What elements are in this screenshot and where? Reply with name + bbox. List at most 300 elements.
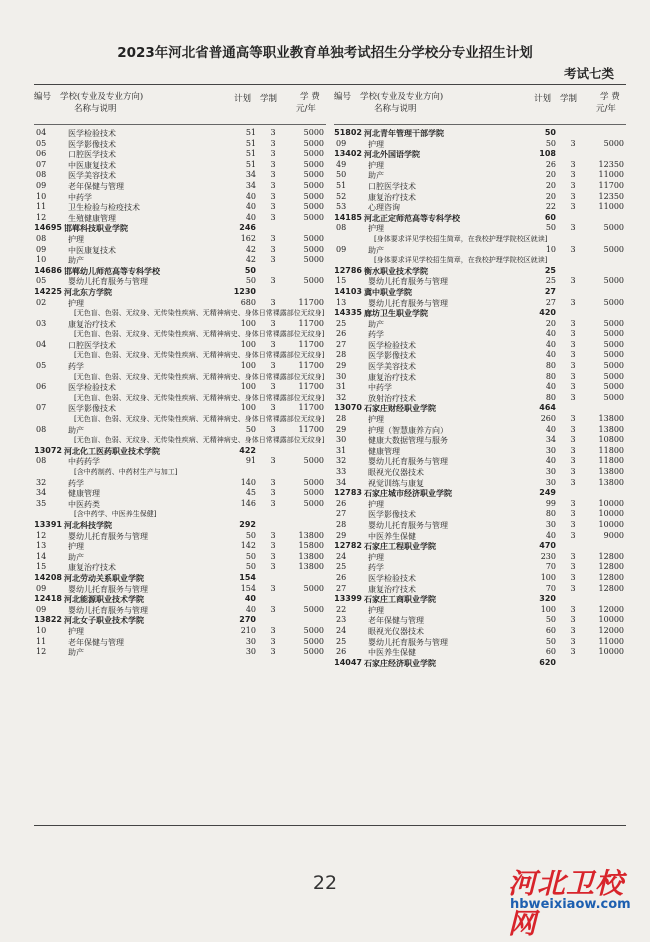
school-row	[334, 594, 626, 605]
major-number: 13	[36, 541, 47, 551]
major-note: [无色盲、色弱、无纹身、无传染性疾病、无精神病史、身体日常裸露部位无纹身]	[74, 351, 325, 360]
major-number: 05	[36, 138, 47, 148]
major-length: 3	[570, 297, 576, 307]
major-length: 3	[270, 170, 276, 180]
major-fee: 10000	[598, 498, 624, 508]
major-fee: 5000	[303, 212, 324, 222]
major-number: 13	[336, 297, 347, 307]
major-length: 3	[570, 604, 576, 614]
major-number: 12	[36, 212, 47, 222]
major-fee: 12800	[598, 572, 624, 582]
major-name: 医学检验技术	[368, 573, 416, 583]
major-name: 婴幼儿托育服务与管理	[368, 298, 448, 308]
school-name: 河北化工医药职业技术学院	[64, 446, 160, 456]
major-length: 3	[270, 149, 276, 159]
major-plan: 20	[545, 170, 556, 180]
major-fee: 12800	[598, 551, 624, 561]
school-name: 河北能源职业技术学院	[64, 595, 144, 605]
major-fee: 5000	[303, 149, 324, 159]
school-plan-total: 154	[239, 572, 256, 582]
major-row	[334, 456, 626, 467]
major-name: 心理咨询	[368, 203, 400, 213]
school-code: 13072	[34, 445, 62, 455]
header-code: 编号	[334, 92, 352, 102]
school-name: 邯郸科技职业学院	[64, 224, 128, 234]
major-plan: 34	[545, 435, 556, 445]
school-plan-total: 292	[239, 519, 256, 529]
major-name: 药学	[368, 563, 384, 573]
major-number: 05	[36, 361, 47, 371]
school-row	[334, 403, 626, 414]
major-number: 52	[336, 191, 347, 201]
school-name: 河北劳动关系职业学院	[64, 573, 144, 583]
major-number: 29	[336, 530, 347, 540]
school-plan-total: 270	[239, 615, 256, 625]
major-length: 3	[270, 202, 276, 212]
major-row	[334, 372, 626, 383]
major-plan: 42	[245, 244, 256, 254]
school-code: 14208	[34, 572, 62, 582]
school-row	[334, 149, 626, 160]
major-name: 中医康复技术	[68, 160, 116, 170]
major-number: 10	[36, 191, 47, 201]
major-row	[34, 478, 326, 489]
major-length: 3	[570, 562, 576, 572]
major-fee: 11700	[298, 297, 324, 307]
school-name: 河北外国语学院	[364, 150, 420, 160]
major-fee: 5000	[603, 244, 624, 254]
major-fee: 12800	[598, 562, 624, 572]
school-plan-total: 108	[539, 149, 556, 159]
major-name: 中医养生保健	[368, 531, 416, 541]
major-name: 医学影像技术	[68, 404, 116, 414]
major-number: 25	[336, 636, 347, 646]
major-number: 09	[36, 244, 47, 254]
major-fee: 10800	[598, 435, 624, 445]
school-name: 河北青年管理干部学院	[364, 129, 444, 138]
major-name: 生殖健康管理	[68, 213, 116, 223]
major-name: 婴幼儿托育服务与管理	[368, 637, 448, 647]
major-name: 护理	[68, 542, 84, 552]
major-row	[334, 499, 626, 510]
major-length: 3	[270, 647, 276, 657]
major-name: 康复治疗技术	[68, 319, 116, 329]
major-name: 助产	[68, 648, 84, 658]
major-name: 口腔医学技术	[368, 181, 416, 191]
major-number: 09	[36, 583, 47, 593]
major-plan: 50	[245, 562, 256, 572]
major-row	[34, 626, 326, 637]
major-number: 31	[336, 445, 347, 455]
major-plan: 30	[545, 467, 556, 476]
left-column	[34, 86, 326, 658]
major-number: 08	[36, 170, 47, 180]
major-plan: 51	[245, 128, 256, 137]
school-code: 14695	[34, 223, 62, 233]
major-length: 3	[270, 212, 276, 222]
major-plan: 26	[545, 159, 556, 169]
major-name: 口腔医学技术	[68, 150, 116, 160]
major-row	[334, 509, 626, 520]
major-row	[34, 192, 326, 203]
major-length: 3	[570, 551, 576, 561]
major-row	[334, 298, 626, 309]
school-plan-total: 40	[244, 594, 256, 604]
major-plan: 70	[545, 562, 556, 572]
school-plan-total: 320	[539, 594, 556, 604]
header-plan: 计划	[234, 94, 252, 104]
major-row	[334, 520, 626, 531]
major-row	[334, 350, 626, 361]
major-name: 助产	[368, 319, 384, 329]
major-length: 3	[570, 180, 576, 190]
header-school-sub: 名称与说明	[374, 104, 417, 114]
major-number: 27	[336, 339, 347, 349]
school-code: 14103	[334, 286, 362, 296]
major-row	[334, 361, 626, 372]
major-plan: 80	[545, 371, 556, 381]
major-length: 3	[570, 572, 576, 582]
major-fee: 5000	[303, 159, 324, 169]
major-fee: 11700	[298, 318, 324, 328]
major-name: 健康大数据管理与服务	[368, 436, 448, 446]
major-length: 3	[570, 170, 576, 180]
major-row	[334, 414, 626, 425]
major-number: 28	[336, 414, 347, 424]
major-length: 3	[570, 509, 576, 519]
major-length: 3	[570, 498, 576, 508]
school-row	[34, 446, 326, 457]
major-number: 12	[36, 647, 47, 657]
major-plan: 34	[245, 180, 256, 190]
major-name: 婴幼儿托育服务与管理	[368, 457, 448, 467]
major-number: 32	[336, 456, 347, 466]
major-plan: 22	[545, 202, 556, 212]
school-code: 12782	[334, 541, 362, 551]
school-name: 河北科技学院	[64, 520, 112, 530]
major-row	[334, 139, 626, 150]
major-row	[34, 488, 326, 499]
page-title: 2023年河北省普通高等职业教育单独考试招生分学校分专业招生计划	[117, 45, 533, 61]
header-length: 学制	[260, 94, 278, 104]
major-name: 护理	[368, 605, 384, 615]
major-number: 27	[336, 509, 347, 519]
major-number: 32	[36, 477, 47, 487]
major-row	[334, 446, 626, 457]
major-note: [含中药学、中医养生保健]	[74, 510, 157, 519]
major-fee: 5000	[303, 244, 324, 254]
major-plan: 260	[540, 414, 556, 424]
major-fee: 10000	[598, 509, 624, 519]
major-length: 3	[570, 477, 576, 487]
major-row	[34, 361, 326, 372]
major-name: 护理	[68, 298, 84, 308]
major-length: 3	[570, 371, 576, 381]
major-length: 3	[570, 530, 576, 540]
major-fee: 13800	[298, 551, 324, 561]
school-row	[34, 223, 326, 234]
major-name: 视觉训练与康复	[368, 478, 424, 488]
column-header	[34, 86, 326, 125]
major-row	[34, 255, 326, 266]
school-code: 51802	[334, 128, 362, 137]
major-length: 3	[570, 424, 576, 434]
major-plan: 30	[545, 477, 556, 487]
major-plan: 80	[545, 361, 556, 371]
major-plan: 100	[240, 318, 256, 328]
major-plan: 100	[240, 339, 256, 349]
school-row	[334, 128, 626, 139]
major-fee: 13800	[298, 562, 324, 572]
exam-category: 考试七类	[563, 66, 614, 81]
major-number: 34	[336, 477, 347, 487]
major-row	[34, 319, 326, 330]
major-row	[334, 245, 626, 256]
major-fee: 5000	[603, 329, 624, 339]
major-name: 助产	[368, 245, 384, 255]
major-plan: 100	[540, 604, 556, 614]
major-length: 3	[270, 562, 276, 572]
major-name: 卫生检验与检疫技术	[68, 203, 140, 213]
major-fee: 5000	[303, 488, 324, 498]
major-name: 老年保健与管理	[368, 616, 424, 626]
major-fee: 5000	[303, 233, 324, 243]
school-plan-total: 620	[539, 657, 556, 667]
major-length: 3	[270, 276, 276, 286]
major-number: 09	[36, 604, 47, 614]
major-name: 眼视光仪器技术	[368, 468, 424, 477]
major-name: 康复治疗技术	[68, 563, 116, 573]
major-row	[334, 584, 626, 595]
major-name: 中药学	[368, 383, 392, 393]
major-plan: 154	[240, 583, 256, 593]
major-plan: 80	[545, 392, 556, 402]
major-plan: 40	[545, 530, 556, 540]
major-length: 3	[570, 138, 576, 148]
major-plan: 40	[545, 329, 556, 339]
major-name: 护理（智慧康养方向）	[368, 425, 448, 435]
major-number: 32	[336, 392, 347, 402]
school-name: 石家庄经济职业学院	[364, 658, 436, 668]
major-fee: 11700	[298, 424, 324, 434]
major-number: 31	[336, 382, 347, 392]
school-code: 14185	[334, 212, 362, 222]
school-row	[34, 266, 326, 277]
header-school: 学校(专业及专业方向)	[360, 92, 444, 102]
major-number: 30	[336, 371, 347, 381]
school-name: 河北东方学院	[64, 287, 112, 297]
major-plan: 40	[545, 456, 556, 466]
major-row	[34, 456, 326, 467]
major-plan: 50	[545, 636, 556, 646]
major-fee: 5000	[603, 138, 624, 148]
major-number: 10	[36, 255, 47, 265]
major-name: 药学	[68, 362, 84, 372]
major-row	[334, 319, 626, 330]
major-number: 24	[336, 625, 347, 635]
major-name: 药学	[368, 330, 384, 340]
major-fee: 13800	[598, 414, 624, 424]
school-row	[34, 287, 326, 298]
major-plan: 42	[245, 255, 256, 265]
major-row	[34, 139, 326, 150]
major-length: 3	[270, 339, 276, 349]
major-fee: 5000	[303, 456, 324, 466]
major-length: 3	[570, 625, 576, 635]
school-row	[34, 594, 326, 605]
major-fee: 5000	[603, 339, 624, 349]
major-plan: 40	[545, 424, 556, 434]
major-name: 医学检验技术	[368, 340, 416, 350]
major-number: 29	[336, 424, 347, 434]
major-name: 中药学	[68, 192, 92, 202]
school-code: 13402	[334, 149, 362, 159]
major-row	[334, 467, 626, 478]
major-fee: 5000	[603, 276, 624, 286]
major-length: 3	[270, 180, 276, 190]
major-name: 医学影像技术	[368, 351, 416, 361]
school-plan-total: 470	[539, 541, 556, 551]
major-plan: 99	[545, 498, 556, 508]
major-number: 08	[36, 424, 47, 434]
header-plan: 计划	[534, 94, 552, 104]
school-code: 14047	[334, 657, 362, 667]
major-length: 3	[270, 128, 276, 137]
major-fee: 5000	[603, 350, 624, 360]
major-plan: 34	[245, 170, 256, 180]
major-fee: 5000	[303, 604, 324, 614]
major-plan: 40	[245, 212, 256, 222]
major-number: 29	[336, 361, 347, 371]
major-length: 3	[570, 329, 576, 339]
school-code: 12786	[334, 265, 362, 275]
major-number: 04	[36, 128, 47, 137]
major-length: 3	[270, 604, 276, 614]
major-name: 助产	[368, 171, 384, 181]
major-fee: 5000	[603, 392, 624, 402]
major-length: 3	[570, 467, 576, 476]
major-name: 医学影像技术	[368, 510, 416, 520]
major-number: 08	[36, 233, 47, 243]
major-row	[334, 202, 626, 213]
major-plan: 30	[245, 636, 256, 646]
major-name: 婴幼儿托育服务与管理	[68, 584, 148, 594]
major-name: 口腔医学技术	[68, 340, 116, 350]
major-name: 中药药学	[68, 457, 100, 467]
major-number: 26	[336, 498, 347, 508]
school-code: 13399	[334, 594, 362, 604]
major-fee: 5000	[303, 202, 324, 212]
major-number: 08	[336, 223, 347, 233]
major-length: 3	[270, 424, 276, 434]
school-name: 邯郸幼儿师范高等专科学校	[64, 266, 160, 276]
major-length: 3	[570, 361, 576, 371]
major-row	[334, 329, 626, 340]
major-number: 53	[336, 202, 347, 212]
major-plan: 162	[240, 233, 256, 243]
major-number: 02	[36, 297, 47, 307]
major-length: 3	[270, 244, 276, 254]
major-fee: 10000	[598, 519, 624, 529]
major-number: 33	[336, 467, 347, 476]
major-plan: 45	[245, 488, 256, 498]
major-row	[34, 128, 326, 139]
school-row	[334, 308, 626, 319]
header-school-sub: 名称与说明	[74, 104, 117, 114]
school-name: 石家庄工商职业学院	[364, 595, 436, 605]
school-row	[34, 573, 326, 584]
page-number: 22	[312, 872, 338, 894]
major-fee: 5000	[303, 647, 324, 657]
major-row	[34, 382, 326, 393]
major-row	[334, 531, 626, 542]
major-row	[34, 298, 326, 309]
major-number: 03	[36, 318, 47, 328]
major-number: 23	[336, 615, 347, 625]
major-name: 药学	[68, 478, 84, 488]
major-length: 3	[270, 456, 276, 466]
major-number: 07	[36, 159, 47, 169]
major-fee: 5000	[303, 138, 324, 148]
major-plan: 80	[545, 509, 556, 519]
major-name: 医学检验技术	[68, 383, 116, 393]
major-fee: 12350	[598, 159, 624, 169]
major-name: 助产	[68, 256, 84, 266]
major-row	[34, 340, 326, 351]
school-plan-total: 420	[539, 308, 556, 318]
major-length: 3	[570, 191, 576, 201]
major-name: 医学美容技术	[368, 362, 416, 372]
school-code: 12783	[334, 488, 362, 498]
major-fee: 11000	[598, 170, 624, 180]
major-name: 护理	[368, 499, 384, 509]
major-plan: 50	[245, 276, 256, 286]
major-fee: 5000	[603, 297, 624, 307]
major-plan: 20	[545, 191, 556, 201]
major-row	[34, 276, 326, 287]
major-row	[334, 647, 626, 658]
major-plan: 210	[240, 625, 256, 635]
major-note: [无色盲、色弱、无纹身、无传染性疾病、无精神病史、身体日常裸露部位无纹身]	[74, 372, 325, 381]
header-length: 学制	[560, 94, 578, 104]
major-fee: 10000	[598, 647, 624, 657]
major-fee: 11700	[598, 180, 624, 190]
major-plan: 40	[545, 382, 556, 392]
major-name: 医学检验技术	[68, 129, 116, 138]
top-rule	[34, 84, 626, 85]
major-row	[34, 605, 326, 616]
major-fee: 13800	[598, 467, 624, 476]
school-name: 衡水职业技术学院	[364, 266, 428, 276]
major-length: 3	[570, 519, 576, 529]
major-name: 护理	[68, 626, 84, 636]
major-plan: 25	[545, 276, 556, 286]
major-plan: 50	[245, 424, 256, 434]
school-row	[334, 488, 626, 499]
major-row	[34, 170, 326, 181]
major-number: 06	[36, 149, 47, 159]
major-number: 25	[336, 562, 347, 572]
school-name: 冀中职业学院	[364, 287, 412, 297]
major-plan: 100	[240, 403, 256, 413]
major-length: 3	[270, 403, 276, 413]
major-plan: 50	[245, 530, 256, 540]
major-fee: 12800	[598, 583, 624, 593]
major-row	[334, 192, 626, 203]
major-plan: 60	[545, 625, 556, 635]
major-number: 28	[336, 519, 347, 529]
major-note: [无色盲、色弱、无纹身、无传染性疾病、无精神病史、身体日常裸露部位无纹身]	[74, 415, 325, 424]
